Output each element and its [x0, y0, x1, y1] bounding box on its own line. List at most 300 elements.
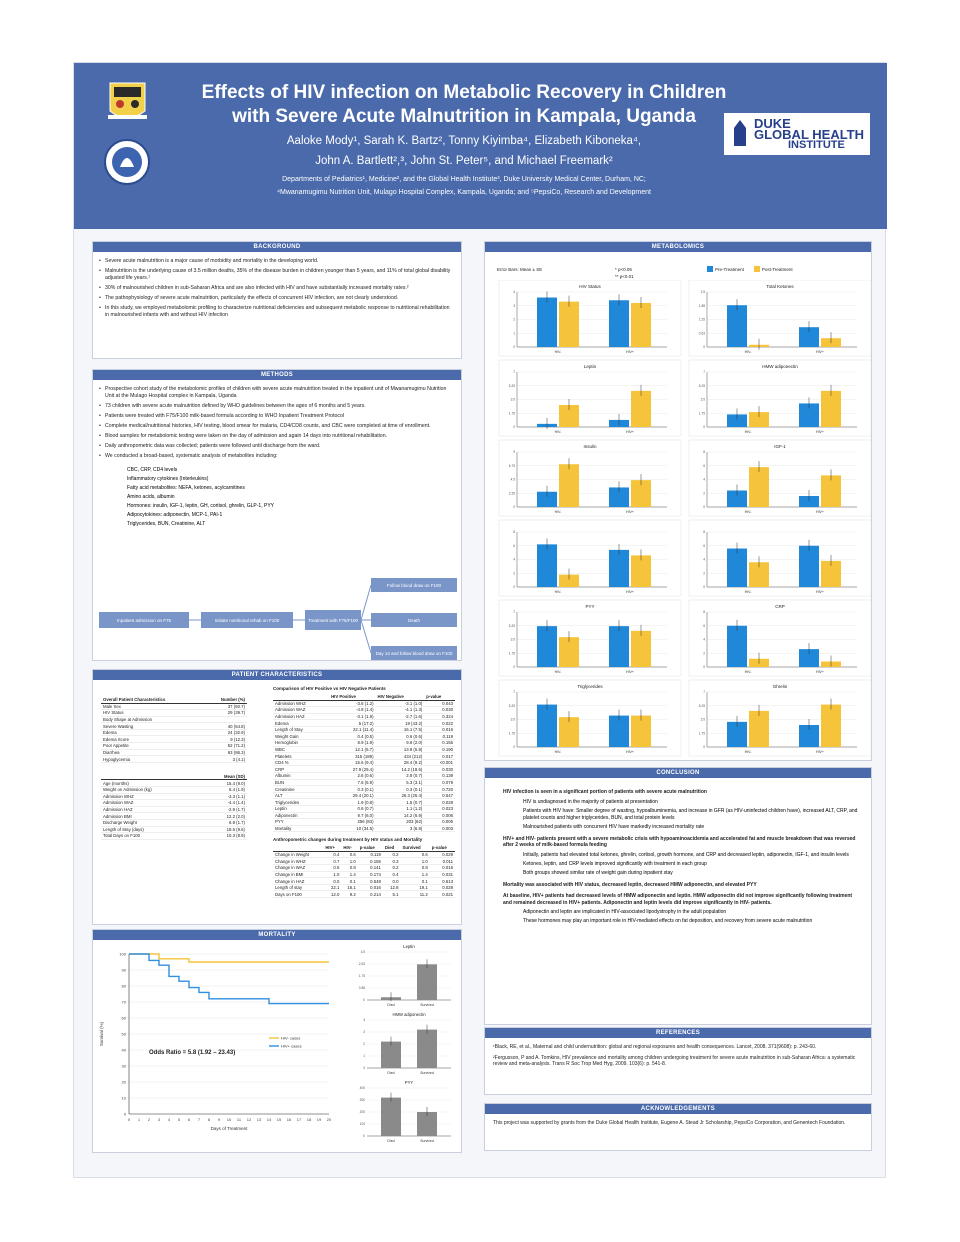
table-cell: Days on F100 — [273, 891, 323, 898]
table-cell: 0.5 — [323, 865, 341, 872]
conclusion-item: HIV infection is seen in a significant portion of patients with severe acute malnutrition — [503, 789, 707, 795]
table-cell: 14.2 (19.6) — [376, 766, 425, 773]
tick-label: 2 — [513, 571, 515, 576]
table-cell: 0.030 — [424, 707, 455, 714]
tick-label: 14 — [266, 1117, 272, 1122]
conclusion-subitem: HIV is undiagnosed in the majority of patients at presentation — [523, 798, 658, 805]
tick-label: 1.75 — [508, 731, 515, 736]
tick-label: 2 — [363, 1042, 365, 1047]
table-cell: 0.043 — [424, 700, 455, 707]
table-cell: 18.5 (9.6) — [200, 826, 247, 833]
tick-label: 12 — [246, 1117, 252, 1122]
tick-label: 7 — [513, 690, 515, 695]
table-cell: 0.011 — [430, 858, 455, 865]
table-cell: 0.2 — [383, 865, 401, 872]
table-cell: 0.2 — [383, 851, 401, 858]
category-label: HIV+ — [816, 430, 824, 434]
comparison-row — [273, 713, 455, 720]
table-cell: 0.190 — [424, 746, 455, 753]
category-label: Survived — [420, 1071, 434, 1075]
table-cell: 12.1 (5.7) — [329, 746, 375, 753]
tick-label: 6 — [703, 543, 705, 548]
table-cell: Change in HAZ — [273, 878, 323, 885]
chart-frame — [499, 440, 681, 516]
comparison-row — [273, 720, 455, 727]
chart-frame — [499, 600, 681, 676]
table-cell: 24 (32.9) — [204, 729, 247, 736]
bar — [727, 626, 747, 667]
table-cell: 10.3 (8.9) — [200, 833, 247, 840]
conclusion-subitem: Both groups showed similar rate of weight gain during inpatient stay — [523, 869, 673, 876]
table-cell: 19.1 — [400, 884, 429, 891]
category-label: HIV+ — [626, 430, 634, 434]
table-cell: Edema — [273, 720, 329, 727]
bar — [417, 964, 437, 1000]
table-header-cell: HIV Positive — [329, 693, 375, 700]
chart-frame — [499, 280, 681, 356]
category-label: Survived — [420, 1003, 434, 1007]
chart-frame — [689, 440, 871, 516]
authors-line-1: Aaloke Mody¹, Sarah K. Bartz², Tonny Kiyimba⁴, Elizabeth Kiboneka⁴, — [286, 135, 642, 147]
table-cell: 19 (43.2) — [376, 720, 425, 727]
conclusion-section — [484, 767, 872, 1025]
table-cell: 9 (12.3) — [204, 736, 247, 743]
chart-frame — [689, 680, 871, 756]
bar — [821, 705, 841, 747]
chart-frame — [689, 600, 871, 676]
table-cell: 22.1 — [323, 884, 341, 891]
mean-row — [101, 800, 247, 807]
comparison-row — [273, 759, 455, 766]
mean-row — [101, 786, 247, 793]
comparison-row — [273, 806, 455, 813]
overall-title: Overall Patient Characteristics — [101, 696, 204, 703]
table-header-cell: Died — [383, 844, 401, 851]
tick-label: 0 — [513, 745, 515, 750]
table-cell: CRP — [273, 766, 329, 773]
table-cell: Weight on Admission (kg) — [101, 786, 200, 793]
table-cell: 203 (62) — [376, 819, 425, 826]
tick-label: 1.75 — [508, 651, 515, 656]
table-cell: Edema Score — [101, 736, 204, 743]
table-cell: 52 (71.2) — [204, 743, 247, 750]
table-cell: 2.6 (0.6) — [329, 773, 375, 780]
tick-label: 2 — [703, 491, 705, 496]
bar — [559, 464, 579, 507]
flow-branch-1: Follow blood draw on F100 — [371, 578, 457, 592]
category-label: HIV- — [554, 670, 562, 674]
overall-row — [101, 723, 247, 730]
survival-chart — [93, 942, 343, 1152]
bar — [609, 626, 629, 667]
table-cell: Change in WHZ — [273, 858, 323, 865]
chart-title: HMW adiponectin — [762, 364, 798, 369]
tick-label: 16 — [286, 1117, 292, 1122]
category-label: HIV- — [554, 350, 562, 354]
table-cell: 9.6 (2.0) — [376, 740, 425, 747]
tick-label: 7 — [703, 370, 705, 375]
table-cell: 1.0 — [323, 871, 341, 878]
sig-note-2: ** p<0.01 — [615, 274, 634, 279]
chart-frame — [689, 280, 871, 356]
comparison-row — [273, 733, 455, 740]
tick-label: 60 — [121, 1015, 126, 1021]
comparison-title-2: Anthropometric changes during treatment by HIV status and Mortality — [273, 837, 423, 843]
bar — [799, 546, 819, 587]
table-cell: 0.324 — [424, 713, 455, 720]
tick-label: 20 — [326, 1117, 332, 1122]
table-cell: 0.214 — [358, 891, 383, 898]
category-label: HIV+ — [626, 750, 634, 754]
overall-row — [101, 736, 247, 743]
table-cell: 1.0 — [400, 858, 429, 865]
table-cell: Age (months) — [101, 780, 200, 787]
tick-label: 3 — [513, 303, 515, 308]
duke-logo-line-3: INSTITUTE — [788, 138, 845, 151]
table-cell: 0.4 (0.5) — [329, 733, 375, 740]
category-label: Died — [387, 1139, 395, 1143]
tick-label: 7 — [513, 370, 515, 375]
tick-label: 100 — [119, 951, 126, 957]
table-cell: PYY — [273, 819, 329, 826]
table-cell: 0.006 — [424, 812, 455, 819]
table-cell: 0.0 — [323, 878, 341, 885]
table-cell: 29.4 (20.1) — [329, 792, 375, 799]
metabolomics-heading: METABOLOMICS — [485, 242, 871, 252]
anthropometric-row — [273, 858, 455, 865]
tick-label: 7 — [703, 690, 705, 695]
category-label: HIV- — [554, 750, 562, 754]
table-cell: 0.155 — [424, 740, 455, 747]
tick-label: 400 — [359, 1086, 365, 1091]
table-cell: Change in Weight — [273, 851, 323, 858]
table-cell: 0.141 — [358, 865, 383, 872]
bar — [537, 544, 557, 587]
affil-line-2: ⁴Mwanamugimu Nutrition Unit, Mulago Hospital Complex, Kampala, Uganda; and ⁵PepsiCo, Research and Development — [277, 189, 651, 196]
table-cell: 0.547 — [424, 792, 455, 799]
category-label: HIV- — [744, 670, 752, 674]
methods-subitem: Fatty acid metabolites: NEFA, ketones, acylcarnitines — [127, 485, 245, 491]
table-cell: 10 (34.5) — [329, 825, 375, 832]
category-label: HIV- — [744, 430, 752, 434]
table-header-cell: HIV Negative — [376, 693, 425, 700]
chart-title: Triglycerides — [577, 684, 603, 689]
category-label: HIV+ — [626, 670, 634, 674]
affiliations — [174, 173, 754, 199]
table-cell: 0.156 — [358, 858, 383, 865]
chart-title: HIV Status — [579, 284, 601, 289]
table-header-cell: HIV- — [341, 844, 357, 851]
table-cell: Hemoglobin — [273, 740, 329, 747]
table-cell: Length of stay — [273, 884, 323, 891]
conclusion-sublist — [503, 799, 861, 831]
tick-label: 0 — [513, 665, 515, 670]
legend-post — [754, 266, 793, 272]
tick-label: 4 — [513, 290, 515, 295]
references-section — [484, 1027, 872, 1095]
methods-item: • 73 children with severe acute malnutrition defined by WHO guidelines between the ages of 6 months and 5 years. — [105, 403, 453, 410]
bar — [559, 302, 579, 347]
methods-item: • Patients were treated with F75/F100 milk-based formula according to WHO Inpatient Treatment Protocol — [105, 413, 453, 420]
title-line-2: with Severe Acute Malnutrition in Kampala, Uganda — [232, 106, 696, 127]
tick-label: 4 — [513, 557, 515, 562]
tick-label: 1.75 — [508, 411, 515, 416]
tick-label: 0.88 — [358, 986, 365, 991]
tick-label: 0 — [513, 345, 515, 350]
table-cell: 1.9 (0.8) — [329, 799, 375, 806]
category-label: Died — [387, 1071, 395, 1075]
tick-label: 0 — [703, 745, 705, 750]
patient-heading: PATIENT CHARACTERISTICS — [93, 670, 461, 680]
ack-heading: ACKNOWLEDGEMENTS — [485, 1104, 871, 1114]
poster-header — [74, 63, 887, 229]
tick-label: 1.25 — [698, 317, 705, 322]
table-cell: 16.1 — [341, 884, 357, 891]
tick-label: 11 — [236, 1117, 242, 1122]
mean-row — [101, 780, 247, 787]
mean-row — [101, 819, 247, 826]
tick-label: 0 — [363, 1134, 365, 1139]
tick-label: 1.75 — [698, 411, 705, 416]
table-cell: 256 (83) — [329, 819, 375, 826]
bar — [381, 1098, 401, 1136]
chart-title: PYY — [585, 604, 595, 609]
bar — [749, 711, 769, 747]
table-cell: BUN — [273, 779, 329, 786]
table-cell: 0.6 (0.6) — [376, 733, 425, 740]
methods-subitem: CBC, CRP, CD4 levels — [127, 467, 178, 473]
tick-label: 6 — [703, 623, 705, 628]
poster-title — [174, 81, 754, 129]
mortality-section — [92, 929, 462, 1153]
table-cell: 0.119 — [358, 851, 383, 858]
tick-label: 2 — [513, 317, 515, 322]
tick-label: 1 — [513, 331, 515, 336]
table-cell: 26.3 (25.4) — [376, 792, 425, 799]
tick-label: 4 — [703, 637, 705, 642]
background-item: • In this study, we employed metabolomic profiling to characterize nutritional deficiencies and subsequent metabolic response to nutritional rehabilitation in malnourished infants with and without HIV infection — [105, 305, 453, 319]
chart-frame — [689, 360, 871, 436]
mean-col: Mean (SD) — [200, 773, 247, 780]
tick-label: 0.63 — [698, 331, 705, 336]
x-axis-label: Days of Treatment — [210, 1126, 248, 1131]
chart-frame — [499, 520, 681, 596]
table-cell: 6.9 (1.7) — [200, 819, 247, 826]
table-header-cell: Survived — [400, 844, 429, 851]
comparison-row — [273, 786, 455, 793]
tick-label: 0 — [513, 585, 515, 590]
bar — [749, 467, 769, 507]
tick-label: 5.25 — [508, 383, 515, 388]
methods-item: • Prospective cohort study of the metabolomic profiles of children with severe acute malnutrition treated in the inpatient unit of Mwanamugimu Nutrition Unit at the Mulago Hospital complex in Kampala, Uganda — [105, 386, 453, 400]
tick-label: 6 — [703, 463, 705, 468]
table-cell: 1.1 (1.2) — [376, 806, 425, 813]
tick-label: 5.25 — [508, 623, 515, 628]
tick-label: 13 — [256, 1117, 262, 1122]
tick-label: 3 — [363, 1030, 365, 1035]
table-cell: -2.7 (1.6) — [376, 713, 425, 720]
methods-sublist — [93, 467, 461, 528]
category-label: HIV+ — [626, 510, 634, 514]
tick-label: 8 — [513, 530, 515, 535]
table-cell: 0.003 — [424, 825, 455, 832]
metabolomics-charts — [485, 280, 873, 760]
anthropometric-table — [273, 844, 455, 898]
tick-label: 1.75 — [698, 731, 705, 736]
background-list — [93, 252, 461, 326]
overall-row — [101, 756, 247, 763]
table-cell: 0.023 — [424, 806, 455, 813]
tick-label: 1 — [137, 1117, 141, 1122]
chart-frame — [499, 360, 681, 436]
conclusion-item: Mortality was associated with HIV status, decreased leptin, decreased HMW adiponectin, and elevated PYY — [503, 881, 757, 888]
table-header-cell: p-value — [358, 844, 383, 851]
sig-note-1: * p<0.05 — [615, 267, 632, 272]
duke-logo-line-2: GLOBAL HEALTH — [754, 126, 865, 142]
category-label: HIV- — [744, 750, 752, 754]
tick-label: 0 — [127, 1117, 131, 1122]
tick-label: 0 — [513, 505, 515, 510]
category-label: HIV+ — [816, 590, 824, 594]
table-cell: -3.1 (1.0) — [376, 700, 425, 707]
tick-label: 4 — [363, 1018, 365, 1023]
table-cell: -2.9 (1.7) — [200, 806, 247, 813]
patient-characteristics-section — [92, 669, 462, 925]
tick-label: 30 — [121, 1063, 126, 1069]
flow-step-1: Inpatient admission on F75 — [99, 612, 189, 628]
table-cell: Change in BMI — [273, 871, 323, 878]
table-cell: -4.1 (1.3) — [376, 707, 425, 714]
comparison-row — [273, 726, 455, 733]
mean-row — [101, 826, 247, 833]
legend-pre — [707, 266, 744, 272]
anthropometric-row — [273, 851, 455, 858]
tick-label: 3.5 — [510, 717, 515, 722]
bar — [609, 550, 629, 587]
table-cell: Severe Wasting — [101, 723, 204, 730]
table-cell: 0.613 — [430, 878, 455, 885]
tick-label: 3.5 — [700, 397, 705, 402]
table-cell: 22.1 (11.4) — [329, 726, 375, 733]
table-cell: 0.174 — [358, 871, 383, 878]
tick-label: 2 — [703, 651, 705, 656]
table-cell: -3.6 (1.2) — [329, 700, 375, 707]
overall-col: Number (%) — [204, 696, 247, 703]
tick-label: 100 — [359, 1122, 365, 1127]
comparison-table — [273, 693, 455, 832]
tick-label: 20 — [121, 1079, 126, 1085]
table-cell: 0.028 — [424, 799, 455, 806]
table-cell: Weight Gain — [273, 733, 329, 740]
bar — [727, 305, 747, 347]
anthropometric-row — [273, 891, 455, 898]
table-cell: Length of Stay — [273, 726, 329, 733]
comparison-row — [273, 753, 455, 760]
methods-section — [92, 369, 462, 661]
tick-label: 9 — [513, 450, 515, 455]
table-cell: 0.720 — [424, 786, 455, 793]
table-cell: 9.7 (6.0) — [329, 812, 375, 819]
tick-label: 50 — [121, 1031, 126, 1037]
tick-label: 0 — [513, 425, 515, 430]
table-cell: Creatinine — [273, 786, 329, 793]
legend-label: HIV- cases — [281, 1035, 301, 1041]
category-label: HIV- — [744, 350, 752, 354]
table-cell: 315 (189) — [329, 753, 375, 760]
table-cell: 0.4 — [323, 851, 341, 858]
overall-row — [101, 716, 247, 723]
comparison-row — [273, 779, 455, 786]
table-cell: 0.4 — [383, 871, 401, 878]
table-cell: 27.9 (29.4) — [329, 766, 375, 773]
tick-label: 0 — [363, 998, 365, 1003]
background-item: • Malnutrition is the underlying cause of 3.5 million deaths, 35% of the disease burden in children younger than 5 years, and 11% of total global disability adjusted life years.¹ — [105, 268, 453, 282]
table-cell: 9.2 — [341, 891, 357, 898]
table-cell: 3 (4.1) — [204, 756, 247, 763]
tick-label: 5 — [177, 1117, 181, 1122]
tick-label: 8 — [703, 530, 705, 535]
tick-label: 17 — [296, 1117, 302, 1122]
methods-list — [93, 380, 461, 467]
methods-heading: METHODS — [93, 370, 461, 380]
tick-label: 0 — [703, 345, 705, 350]
overall-row — [101, 743, 247, 750]
tick-label: 18 — [306, 1117, 312, 1122]
table-cell: -4.8 (1.4) — [329, 707, 375, 714]
chart-title: Insulin — [583, 444, 597, 449]
metabolomics-section — [484, 241, 872, 761]
table-cell: 2.8 (0.7) — [376, 773, 425, 780]
comparison-row — [273, 792, 455, 799]
tick-label: 3.5 — [510, 637, 515, 642]
category-label: Died — [387, 1003, 395, 1007]
background-item: • Severe acute malnutrition is a major cause of morbidity and mortality in the developing world. — [105, 258, 453, 265]
category-label: HIV+ — [816, 670, 824, 674]
table-cell: 0.016 — [358, 884, 383, 891]
table-cell: Discharge Weight — [101, 819, 200, 826]
tick-label: 200 — [359, 1110, 365, 1115]
table-cell: -3.1 (1.9) — [329, 713, 375, 720]
table-cell: Hypoglycemia — [101, 756, 204, 763]
methods-subitem: Adipocytokines: adiponectin, MCP-1, PAI-1 — [127, 512, 223, 518]
table-cell: 0.3 (0.1) — [329, 786, 375, 793]
legend-pre-label: Pre-Treatment — [715, 266, 744, 272]
table-cell: 1.0 — [341, 858, 357, 865]
tick-label: 2.25 — [508, 491, 515, 496]
table-cell: 14.2 (6.9) — [376, 812, 425, 819]
table-cell: 7.6 (5.9) — [329, 779, 375, 786]
conclusion-subitem: Patients with HIV have: Smaller degree of wasting, hypoalbuminemia, and increase in GFR (as HIV-uninfected children have), increased ALT, CRP, and platelet counts and higher triglycerides, BUN, and total protein levels — [523, 807, 858, 821]
bar — [631, 303, 651, 347]
category-label: Survived — [420, 1139, 434, 1143]
table-cell: 0.016 — [430, 865, 455, 872]
tick-label: 5.25 — [698, 383, 705, 388]
tick-label: 0 — [703, 425, 705, 430]
table-cell: 0.8 — [400, 865, 429, 872]
conclusion-subitem: Malnourished patients with concurrent HIV have markedly increased mortality rate — [523, 823, 705, 830]
table-cell: 12.2 (2.0) — [200, 813, 247, 820]
table-cell: Poor Appetite — [101, 743, 204, 750]
table-cell: 0.6 — [341, 851, 357, 858]
chart-frame — [689, 520, 871, 596]
conclusion-subitem: Adiponectin and leptin are implicated in HIV-associated lipodystrophy in the adult population — [523, 909, 727, 915]
conclusion-sublist — [503, 852, 861, 877]
mean-row — [101, 813, 247, 820]
background-item: • The pathophysiology of severe acute malnutrition, particularly the effects of concurrent HIV infection, are not clearly understood. — [105, 295, 453, 302]
table-cell: 0.022 — [424, 720, 455, 727]
methods-subitem: Amino acids, albumin — [127, 494, 175, 500]
legend-post-label: Post-Treatment — [761, 266, 793, 272]
